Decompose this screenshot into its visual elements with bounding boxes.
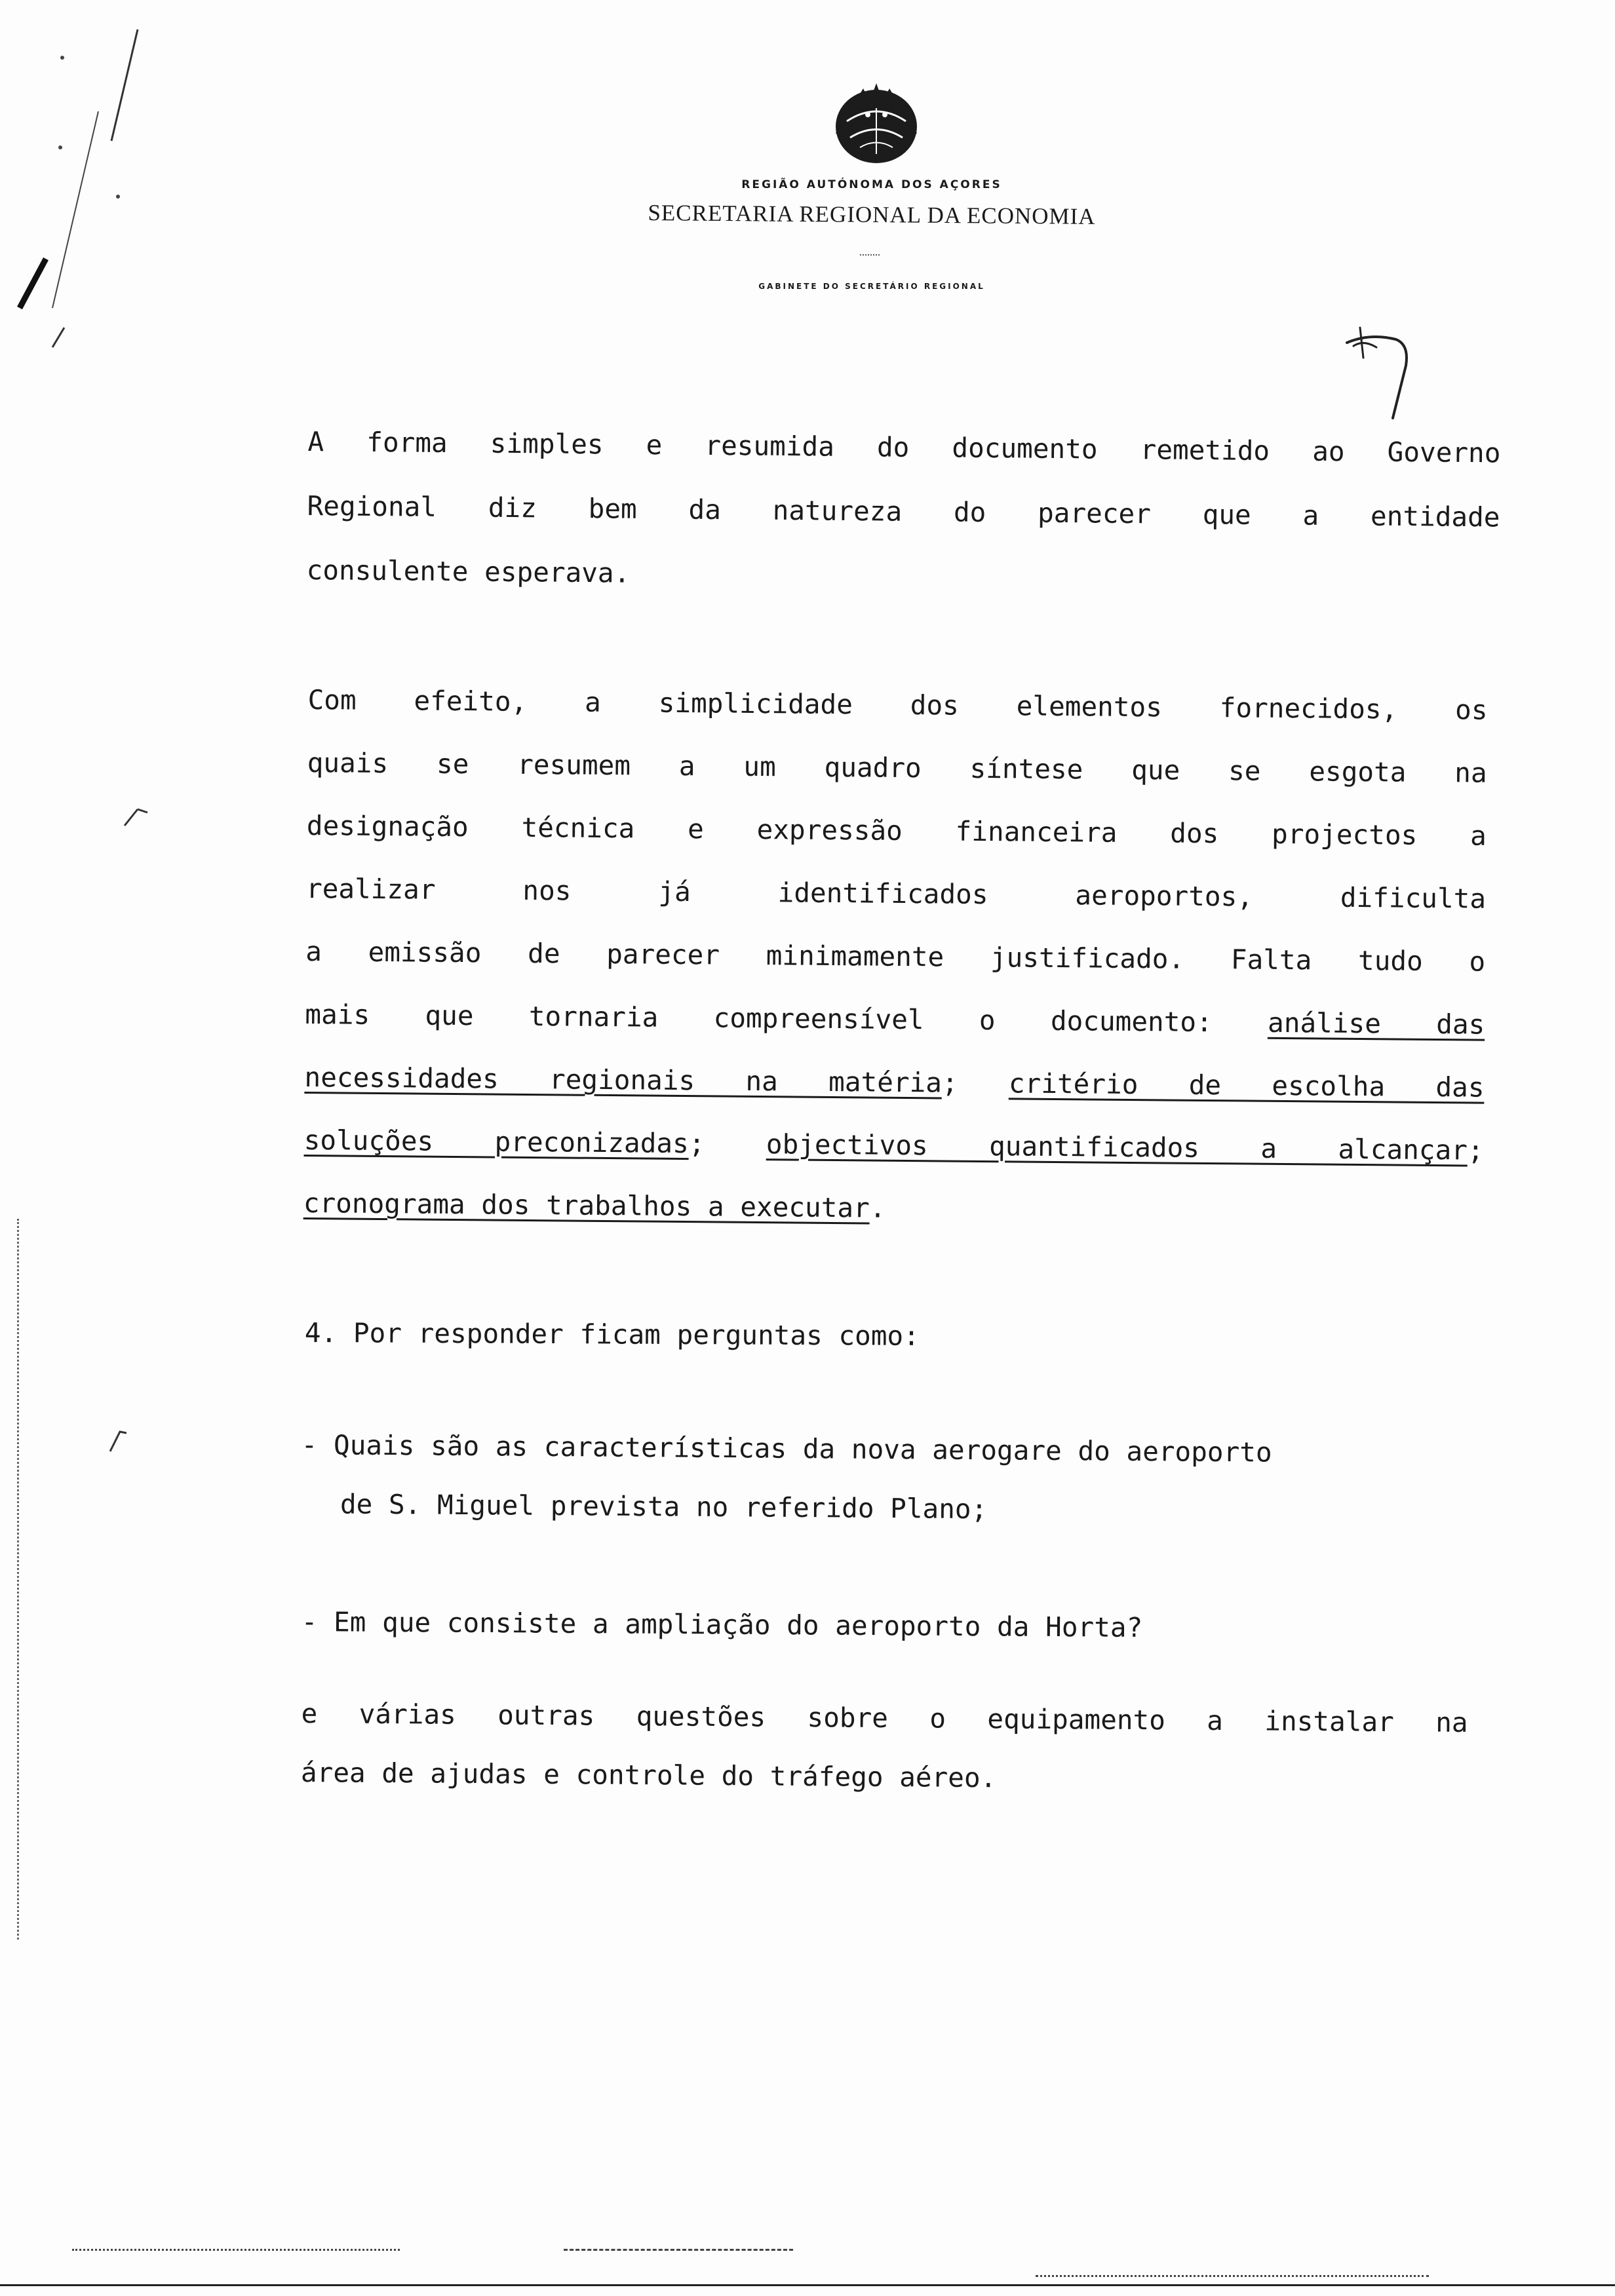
scan-artifact bbox=[1036, 2275, 1429, 2279]
scan-artifact bbox=[72, 2249, 400, 2253]
underlined-text: soluções preconizadas bbox=[303, 1124, 689, 1160]
scan-edge-line bbox=[0, 2284, 1615, 2286]
paragraph-line: Regional diz bem da natureza do parecer que a entidade bbox=[307, 489, 1500, 533]
paragraph-line bbox=[303, 1109, 1484, 1182]
margin-mark bbox=[118, 799, 157, 839]
page-number bbox=[1344, 320, 1416, 425]
section-4-heading: 4. Por responder ficam perguntas como: bbox=[304, 1317, 920, 1352]
paragraph-line: consulente esperava. bbox=[306, 554, 631, 589]
paragraph-line bbox=[303, 1172, 1483, 1245]
paragraph-line: A forma simples e resumida do documento remetido ao Governo bbox=[307, 425, 1501, 469]
coat-of-arms-icon bbox=[827, 75, 925, 167]
paragraph-line bbox=[304, 1046, 1485, 1119]
question-line: - Quais são as características da nova aerogare do aeroporto bbox=[301, 1428, 1272, 1468]
paragraph-com-efeito bbox=[303, 668, 1487, 1245]
letterhead-region: REGIÃO AUTÓNOMA DOS AÇORES bbox=[741, 178, 1002, 191]
underlined-text: critério de escolha das bbox=[1008, 1067, 1485, 1103]
plain-text: mais que tornaria compreensível o documento: bbox=[305, 998, 1213, 1039]
separator: ; bbox=[1467, 1134, 1484, 1166]
paragraph-line: a emissão de parecer minimamente justificado. Falta tudo o bbox=[305, 935, 1486, 978]
separator: ; bbox=[941, 1067, 958, 1099]
paragraph-line: Com efeito, a simplicidade dos elementos fornecidos, os bbox=[307, 683, 1488, 726]
paragraph-intro bbox=[306, 410, 1501, 613]
scan-artifact bbox=[17, 1219, 21, 1940]
letterhead-secretaria: SECRETARIA REGIONAL DA ECONOMIA bbox=[648, 200, 1096, 229]
underlined-text: análise das bbox=[1267, 1006, 1485, 1041]
margin-scratch-marks bbox=[0, 0, 170, 393]
margin-mark bbox=[104, 1425, 130, 1458]
paragraph-line: realizar nos já identificados aeroportos, dificulta bbox=[305, 872, 1487, 915]
scan-artifact bbox=[564, 2249, 793, 2253]
paragraph-line bbox=[305, 983, 1485, 1056]
underlined-text: objectivos quantificados a alcançar bbox=[766, 1128, 1468, 1166]
letterhead-gabinete: GABINETE DO SECRETÁRIO REGIONAL bbox=[758, 282, 985, 291]
question-line: de S. Miguel prevista no referido Plano; bbox=[340, 1488, 988, 1525]
underlined-text: cronograma dos trabalhos a executar bbox=[303, 1187, 870, 1224]
closing-paragraph bbox=[301, 1684, 1468, 1811]
question-item: - Em que consiste a ampliação do aeroporto da Horta? bbox=[301, 1605, 1143, 1643]
separator: . bbox=[869, 1192, 886, 1224]
closing-line: e várias outras questões sobre o equipamento a instalar na bbox=[301, 1697, 1468, 1738]
paragraph-line: quais se resumem a um quadro síntese que se esgota na bbox=[307, 746, 1487, 789]
question-item bbox=[301, 1415, 1501, 1542]
separator: ; bbox=[688, 1128, 705, 1160]
letterhead-divider bbox=[860, 254, 880, 257]
underlined-text: necessidades regionais na matéria bbox=[304, 1061, 943, 1099]
paragraph-line: designação técnica e expressão financeira dos projectos a bbox=[306, 809, 1487, 852]
closing-line: área de ajudas e controle do tráfego aéreo. bbox=[300, 1756, 997, 1794]
